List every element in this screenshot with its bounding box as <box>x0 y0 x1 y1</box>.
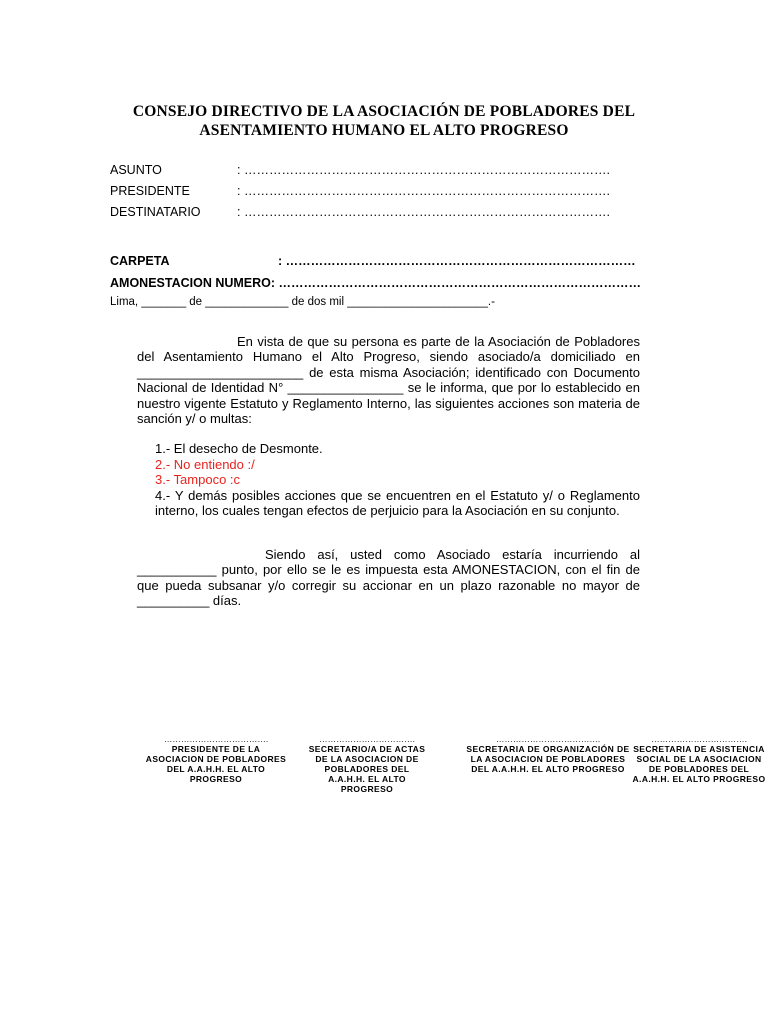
signature-title: SECRETARIA DE ASISTENCIA SOCIAL DE LA ASOCIACION DE POBLADORES DEL A.A.H.H. EL ALTO PROGRESO <box>632 744 766 784</box>
closing-paragraph: Siendo así, usted como Asociado estaría incurriendo al ___________ punto, por ello se le es impuesta esta AMONESTACION, con el fin de que pueda subsanar y/o corregir su accionar en un plazo razonable no mayor de __________ días. <box>137 547 640 609</box>
signature-title: SECRETARIA DE ORGANIZACIÓN DE LA ASOCIACION DE POBLADORES DEL A.A.H.H. EL ALTO PROGRESO <box>466 744 630 774</box>
signature-title: SECRETARIO/A DE ACTAS DE LA ASOCIACION DE POBLADORES DEL A.A.H.H. EL ALTO PROGRESO <box>308 744 426 794</box>
signature-secretaria-organizacion <box>466 734 630 774</box>
title-line-1: CONSEJO DIRECTIVO DE LA ASOCIACIÓN DE POBLADORES DEL <box>132 103 636 120</box>
amonestacion-value: …………………………………………………………………………… <box>275 276 642 290</box>
signature-line: ……………………………. <box>319 734 415 744</box>
lima-date-line: Lima, _______ de _____________ de dos mil ______________________.- <box>110 296 495 308</box>
field-value-asunto: : ……………………………………………………………………………. <box>237 163 610 177</box>
title-line-2: ASENTAMIENTO HUMANO EL ALTO PROGRESO <box>199 122 569 139</box>
signature-secretario-actas <box>307 734 427 794</box>
signature-presidente <box>142 734 290 784</box>
field-label-destinatario: DESTINATARIO <box>110 205 201 219</box>
signature-line: ………………………………. <box>495 734 601 744</box>
amonestacion-label: AMONESTACION NUMERO: <box>110 276 276 290</box>
intro-paragraph: En vista de que su persona es parte de la Asociación de Pobladores del Asentamiento Humano el Alto Progreso, siendo asociado/a domiciliado en _______________________ de esta misma Asociación; identificado con Documento Nacional de Identidad N° ________________ se le informa, que por lo establecido en nuestro vigente Estatuto y Reglamento Interno, las siguientes acciones son materia de sanción y/ o multas: <box>137 334 640 427</box>
field-label-presidente: PRESIDENTE <box>110 184 190 198</box>
signature-secretaria-asistencia <box>630 734 768 784</box>
amonestacion-line <box>110 276 641 290</box>
list-item-1: 1.- El desecho de Desmonte. <box>155 441 323 456</box>
carpeta-label: CARPETA <box>110 254 170 268</box>
carpeta-value: : ………………………………………………………………………… <box>278 254 636 268</box>
field-value-presidente: : ……………………………………………………………………………. <box>237 184 610 198</box>
list-item-2: 2.- No entiendo :/ <box>155 457 255 472</box>
field-label-asunto: ASUNTO <box>110 163 162 177</box>
list-item-3: 3.- Tampoco :c <box>155 472 241 487</box>
list-item-4: 4.- Y demás posibles acciones que se encuentren en el Estatuto y/ o Reglamento interno, los cuales tengan efectos de perjuicio para la Asociación en su conjunto. <box>155 488 640 519</box>
signature-line: ………………………………. <box>163 734 269 744</box>
signature-title: PRESIDENTE DE LA ASOCIACION DE POBLADORES DEL A.A.H.H. EL ALTO PROGRESO <box>145 744 287 784</box>
signature-line: ……………………………. <box>651 734 747 744</box>
document-title <box>100 102 668 140</box>
field-value-destinatario: : ……………………………………………………………………………. <box>237 205 610 219</box>
